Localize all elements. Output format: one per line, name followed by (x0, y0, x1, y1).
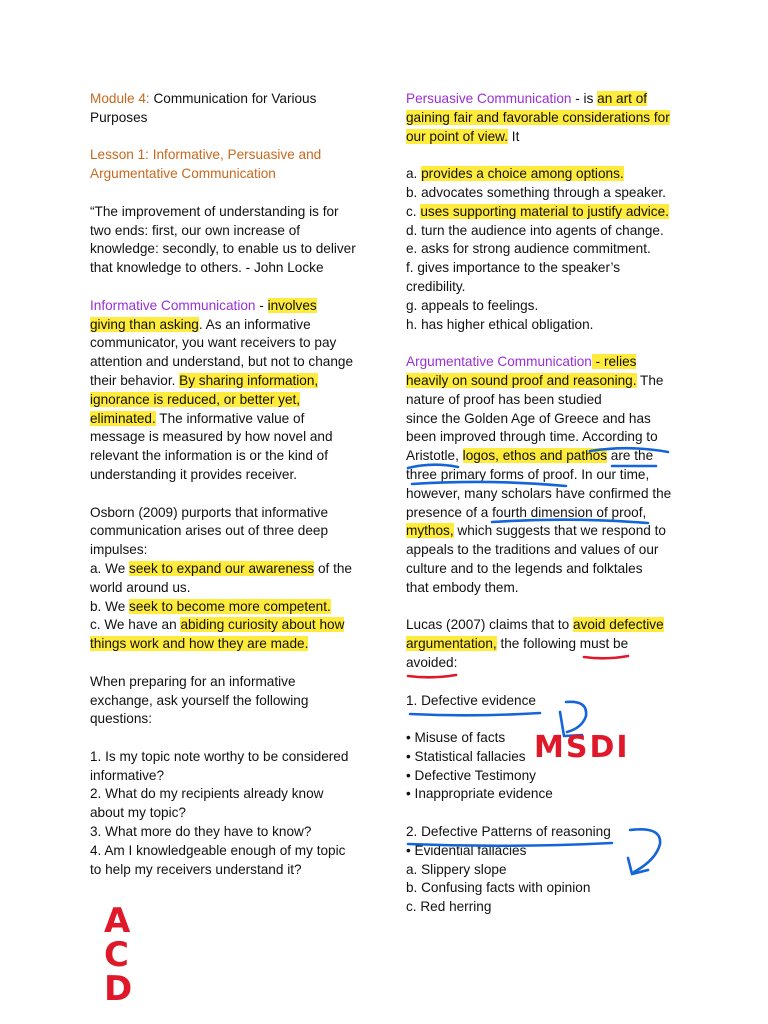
question-item: 1. Is my topic note worthy to be considered (90, 748, 349, 764)
list-item: e. asks for strong audience commitment. (406, 241, 651, 257)
list-item: c. Red herring (406, 899, 492, 915)
argumentative-term: Argumentative Communication (406, 354, 592, 370)
list-item: h. has higher ethical obligation. (406, 316, 594, 332)
argumentative-paragraph: Argumentative Communication - relies (406, 354, 637, 370)
list-item: • Misuse of facts (406, 730, 506, 746)
list-item: f. gives importance to the speaker’s (406, 260, 621, 276)
handwritten-letter: A (104, 901, 131, 941)
lucas-paragraph: Lucas (2007) claims that to avoid defective (406, 617, 664, 633)
list-item: b. Confusing facts with opinion (406, 880, 591, 896)
module-label: Module 4: (90, 91, 150, 106)
list-item: g. appeals to feelings. (406, 297, 539, 313)
list-item: c. We have an abiding curiosity about how (90, 617, 345, 633)
question-item: 3. What more do they have to know? (90, 824, 312, 840)
prep-paragraph: When preparing for an informative (90, 673, 296, 689)
question-item: 2. What do my recipients already know (90, 786, 324, 802)
list-item: • Inappropriate evidence (406, 786, 553, 802)
handwritten-acronym: MSDI (534, 730, 630, 765)
left-column: Module 4: Communication for Various Purposes Lesson 1: Informative, Persuasive and Argumentative Communication “The improvement of understanding is for two ends: first, our own increase of knowledge: secondly, to enable us to deliver that knowledge to others. - John Locke Informative Communication - involves giving than asking. As an informative communicator, you want receivers to pay attention and understand, but not to change their behavior. By sharing information, ignorance is reduced, or better yet, eliminated. The informative value of message is measured by how novel and relevant the information is or the kind of understanding it provides receiver. Osborn (2009) purports that informative communication arises out of three deep impulses: a. We seek to expand our awareness of the world around us. b. We seek to become more competent. c. We have an abiding curiosity about how things work and how they are made. When preparing for an informative exchange, ask yourself the following questions: 1. Is my topic note worthy to be considered informative? 2. What do my recipients already know about my topic? 3. What more do they have to know? 4. Am I knowledgeable enough of my topic to help my receivers understand it? (90, 90, 372, 879)
persuasive-paragraph: Persuasive Communication - is an art of (406, 91, 648, 106)
list-item: b. We seek to become more competent. (90, 598, 331, 614)
list-item: • Evidential fallacies (406, 842, 527, 858)
osborn-paragraph: Osborn (2009) purports that informative (90, 504, 329, 520)
list-item: c. uses supporting material to justify advice. (406, 203, 669, 219)
question-item: 4. Am I knowledgeable enough of my topic (90, 842, 346, 858)
list-item: a. provides a choice among options. (406, 166, 624, 182)
handwritten-letter: D (104, 969, 133, 1009)
informative-term: Informative Communication (90, 297, 256, 313)
quote-line: “The improvement of understanding is for (90, 203, 339, 219)
list-item: a. We seek to expand our awareness of the (90, 560, 352, 576)
quote-line: two ends: first, our own increase of (90, 222, 301, 238)
quote-line: that knowledge to others. - John Locke (90, 260, 324, 276)
defective-evidence-heading: 1. Defective evidence (406, 692, 536, 708)
list-item: b. advocates something through a speaker. (406, 184, 666, 200)
list-item: • Statistical fallacies (406, 748, 526, 764)
defective-patterns-heading: 2. Defective Patterns of reasoning (406, 824, 611, 840)
lesson-heading: Lesson 1: Informative, Persuasive and (90, 147, 322, 163)
list-item: a. Slippery slope (406, 861, 507, 877)
informative-paragraph: Informative Communication - involves (90, 297, 317, 313)
handwritten-letter: C (104, 935, 129, 975)
persuasive-term: Persuasive Communication (406, 91, 572, 106)
quote-line: knowledge: secondly, to enable us to deliver (90, 241, 356, 257)
right-column: Persuasive Communication - is an art of gaining fair and favorable considerations for our point of view. It a. provides a choice among options. b. advocates something through a speaker. c. uses supporting material to justify advice. d. turn the audience into agents of change. e. asks for strong audience commitment. f. gives importance to the speaker’s credibility. g. appeals to feelings. h. has higher ethical obligation. Argumentative Communication - relies heavily on sound proof and reasoning. The nature of proof has been studied since the Golden Age of Greece and has been improved through time. According to Aristotle, logos, ethos and pathos are the three primary forms of proof. In our time, however, many scholars have confirmed the presence of a fourth dimension of proof, mythos, which suggests that we respond to appeals to the traditions and values of our culture and to the legends and folktales that embody them. Lucas (2007) claims that to avoid defective argumentation, the following must be avoided: 1. Defective evidence • Misuse of facts • Statistical fallacies • Defective Testimony • Inappropriate evidence 2. Defective Patterns of reasoning • Evidential fallacies a. Slippery slope b. Confusing facts with opinion c. Red herring (406, 90, 692, 917)
module-heading: Module 4: Communication for Various (90, 91, 317, 106)
list-item: • Defective Testimony (406, 767, 536, 783)
list-item: d. turn the audience into agents of change. (406, 222, 664, 238)
